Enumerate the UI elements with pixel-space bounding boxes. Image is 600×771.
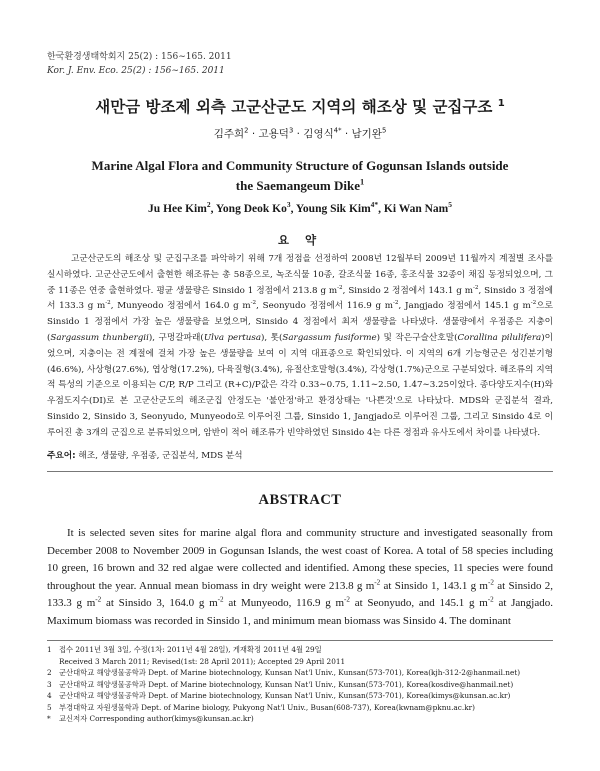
species-name: Ulva pertusa bbox=[203, 332, 262, 343]
author-affiliation-mark: 3 bbox=[286, 200, 291, 210]
english-title-line-2: the Saemangeum Dike$^1$ bbox=[235, 176, 365, 193]
journal-citation-english: Kor. J. Env. Eco. 25(2) : 156∼165. 2011 bbox=[47, 66, 225, 76]
footnote: 5 부경대학교 자원생물학과 Dept. of Marine biology, Pukyong Nat'l Univ., Busan(608-737), Korea(kwnam@pknu.ac.kr) bbox=[47, 702, 475, 712]
korean-abstract-heading: 요 약 bbox=[277, 233, 323, 247]
footnote: Received 3 March 2011; Revised(1st: 28 April 2011); Accepted 29 April 2011 bbox=[59, 656, 346, 666]
author-affiliation-mark: 2 bbox=[206, 200, 211, 210]
keywords-label: 주요어: bbox=[47, 451, 76, 461]
author-affiliation-mark: 5 bbox=[381, 126, 387, 135]
journal-citation-korean: 한국환경생태학회지 25(2) : 156∼165. 2011 bbox=[47, 52, 232, 62]
footnote: * 교신저자 Corresponding author(kimys@kunsan.ac.kr) bbox=[47, 714, 254, 723]
journal-header bbox=[47, 50, 232, 78]
keywords-text: 해조, 생물량, 우점종, 군집분석, MDS 분석 bbox=[78, 451, 243, 461]
korean-title bbox=[0, 95, 600, 117]
section-divider bbox=[47, 471, 553, 472]
english-authors: Ju Hee Kim$^2$, Yong Deok Ko$^3$, Young Sik Kim$^{4*}$, Ki Wan Nam$^5$ bbox=[148, 200, 452, 215]
english-abstract: It is selected seven sites for marine algal flora and community structure and investigated seasonally from December 2008 to November 2009 in Gogunsan Islands, the west coast of Korea. A total of 58 species including 10 green, 16 brown and 32 red algae were collected and identified. Among these species, 11 species were found throughout the year. Annual mean biomass in dry weight were 213.8 g $m^{-2}$ at Sinsido 1, 143.1 g $m^{-2}$ at Sinsido 2, 133.3 g $m^{-2}$ at Sinsido 3, 164.0 g $m^{-2}$ at Munyeodo, 116.9 g $m^{-2}$ at Seonyudo, and 145.1 g $m^{-2}$ at Jangjado. Maximum biomass was recorded in Sinsido 1, and minimum mean biomass was Sinsido 4. The dominant bbox=[47, 527, 553, 627]
species-name: Corallina pilulifera bbox=[457, 332, 542, 343]
keywords-line bbox=[47, 449, 553, 463]
english-title-footnote-mark: 1 bbox=[360, 176, 365, 187]
korean-author: 김영식 bbox=[303, 128, 334, 140]
english-author: Ju Hee Kim bbox=[148, 203, 207, 215]
footnote-divider bbox=[47, 640, 553, 641]
korean-title-text: 새만금 방조제 외측 고군산군도 지역의 해조상 및 군집구조 bbox=[95, 98, 493, 116]
korean-title-footnote-mark: 1 bbox=[497, 97, 505, 109]
english-author: Ki Wan Nam bbox=[383, 203, 449, 215]
footnote: 4 군산대학교 해양생물공학과 Dept. of Marine biotechnology, Kunsan Nat'l Univ., Kunsan(573-701), Korea(kimys@kunsan.ac.kr) bbox=[47, 691, 511, 700]
author-affiliation-mark: 4* bbox=[333, 126, 342, 135]
author-affiliation-mark: 2 bbox=[244, 126, 249, 135]
footnote: 2 군산대학교 해양생물공학과 Dept. of Marine biotechnology, Kunsan Nat'l Univ., Kunsan(573-701), Korea(kjh-312-2@hanmail.net) bbox=[47, 668, 521, 677]
species-name: Sargassum fusiforme bbox=[282, 332, 377, 343]
korean-author: 김주희 bbox=[213, 128, 245, 140]
korean-authors: 김주희$^2$ · 고용덕$^3$ · 김영식$^{4*}$ · 남기완$^5$ bbox=[213, 126, 387, 140]
english-author: Young Sik Kim bbox=[295, 203, 371, 215]
author-affiliation-mark: 5 bbox=[448, 200, 452, 210]
footnote: 3 군산대학교 해양생물공학과 Dept. of Marine biotechnology, Kunsan Nat'l Univ., Kunsan(573-701), Korea(kosdive@hanmail.net) bbox=[47, 679, 514, 689]
korean-abstract: 고군산군도의 해조상 및 군집구조를 파악하기 위해 7개 정점을 선정하여 2008년 12월부터 2009년 11월까지 계절별 조사를 실시하였다. 고군산군도에서 출현한 해조류는 총 58종으로, 녹조식물 10종, 갈조식물 16종, 홍조식물 32종이 채집 동정되었으며, 그 중 11종은 연중 출현하였다. 평균 생물량은 Sinsido 1 정점에서 213.8 g $m^{-2}$, Sinsido 2 정점에서 143.1 g $m^{-2}$, Sinsido 3 정점에서 133.3 g $m^{-2}$, Munyeodo 정점에서 164.0 g $m^{-2}$, Seonyudo 정점에서 116.9 g $m^{-2}$, Jangjado 정점에서 145.1 g $m^{-2}$으로 Sinsido 1 정점에서 가장 높은 생물량을 보였으며, Sinsido 4 정점에서 최저 생물량을 나타냈다. 생물량에서 우점종은 지충이(Sargassum thunbergii), 구멍갈파래(Ulva pertusa), 톳(Sargassum fusiforme) 및 작은구슬산호말(Corallina pilulifera)이었으며, 지충이는 전 계절에 걸쳐 가장 높은 생물량을 보여 이 지역 대표종으로 확인되었다. 이 지역의 6개 기능형군은 성긴분기형(46.6%), 사상형(27.6%), 엽상형(17.2%), 다육질형(3.4%), 유절산호말형(3.4%), 각상형(1.7%)군으로 구분되었다. 해조류의 지역적 특성의 기준으로 이용되는 C/P, R/P 그리고 (R+C)/P값은 각각 0.33∼0.75, 1.11∼2.50, 1.47∼3.25이었다. 종다양도지수(H)와 우점도지수(DI)로 본 고군산군도의 해조군집 안정도는 '불안정'하고 환경상태는 '나쁜것'으로 나타났다. MDS와 군집분석 결과, Sinsido 2, Sinsido 3, Seonyudo, Munyeodo로 이루어진 그룹, Sinsido 1, Jangjado로 이루어진 그룹, 그리고 Sinsido 4로 이루어진 총 3개의 군집으로 분류되었으며, 암반이 적어 해조류가 빈약하였던 Sinsido 4는 다른 정점과 유사도에서 차이를 나타냈다. bbox=[47, 254, 554, 438]
english-title-line: Marine Algal Flora and Community Structure of Gogunsan Islands outside bbox=[91, 158, 509, 173]
korean-author: 남기완 bbox=[351, 128, 382, 140]
author-affiliation-mark: 3 bbox=[288, 126, 294, 135]
english-title bbox=[60, 156, 540, 196]
author-affiliation-mark: 4* bbox=[370, 200, 379, 210]
footnotes bbox=[47, 644, 553, 725]
footnote: 1 접수 2011년 3월 3일, 수정(1차: 2011년 4월 28일), 게재확정 2011년 4월 29일 bbox=[47, 645, 322, 654]
english-author: Yong Deok Ko bbox=[215, 203, 287, 215]
abstract-heading: ABSTRACT bbox=[258, 492, 342, 508]
korean-author: 고용덕 bbox=[258, 128, 289, 140]
species-name: Sargassum thunbergii bbox=[50, 332, 149, 343]
